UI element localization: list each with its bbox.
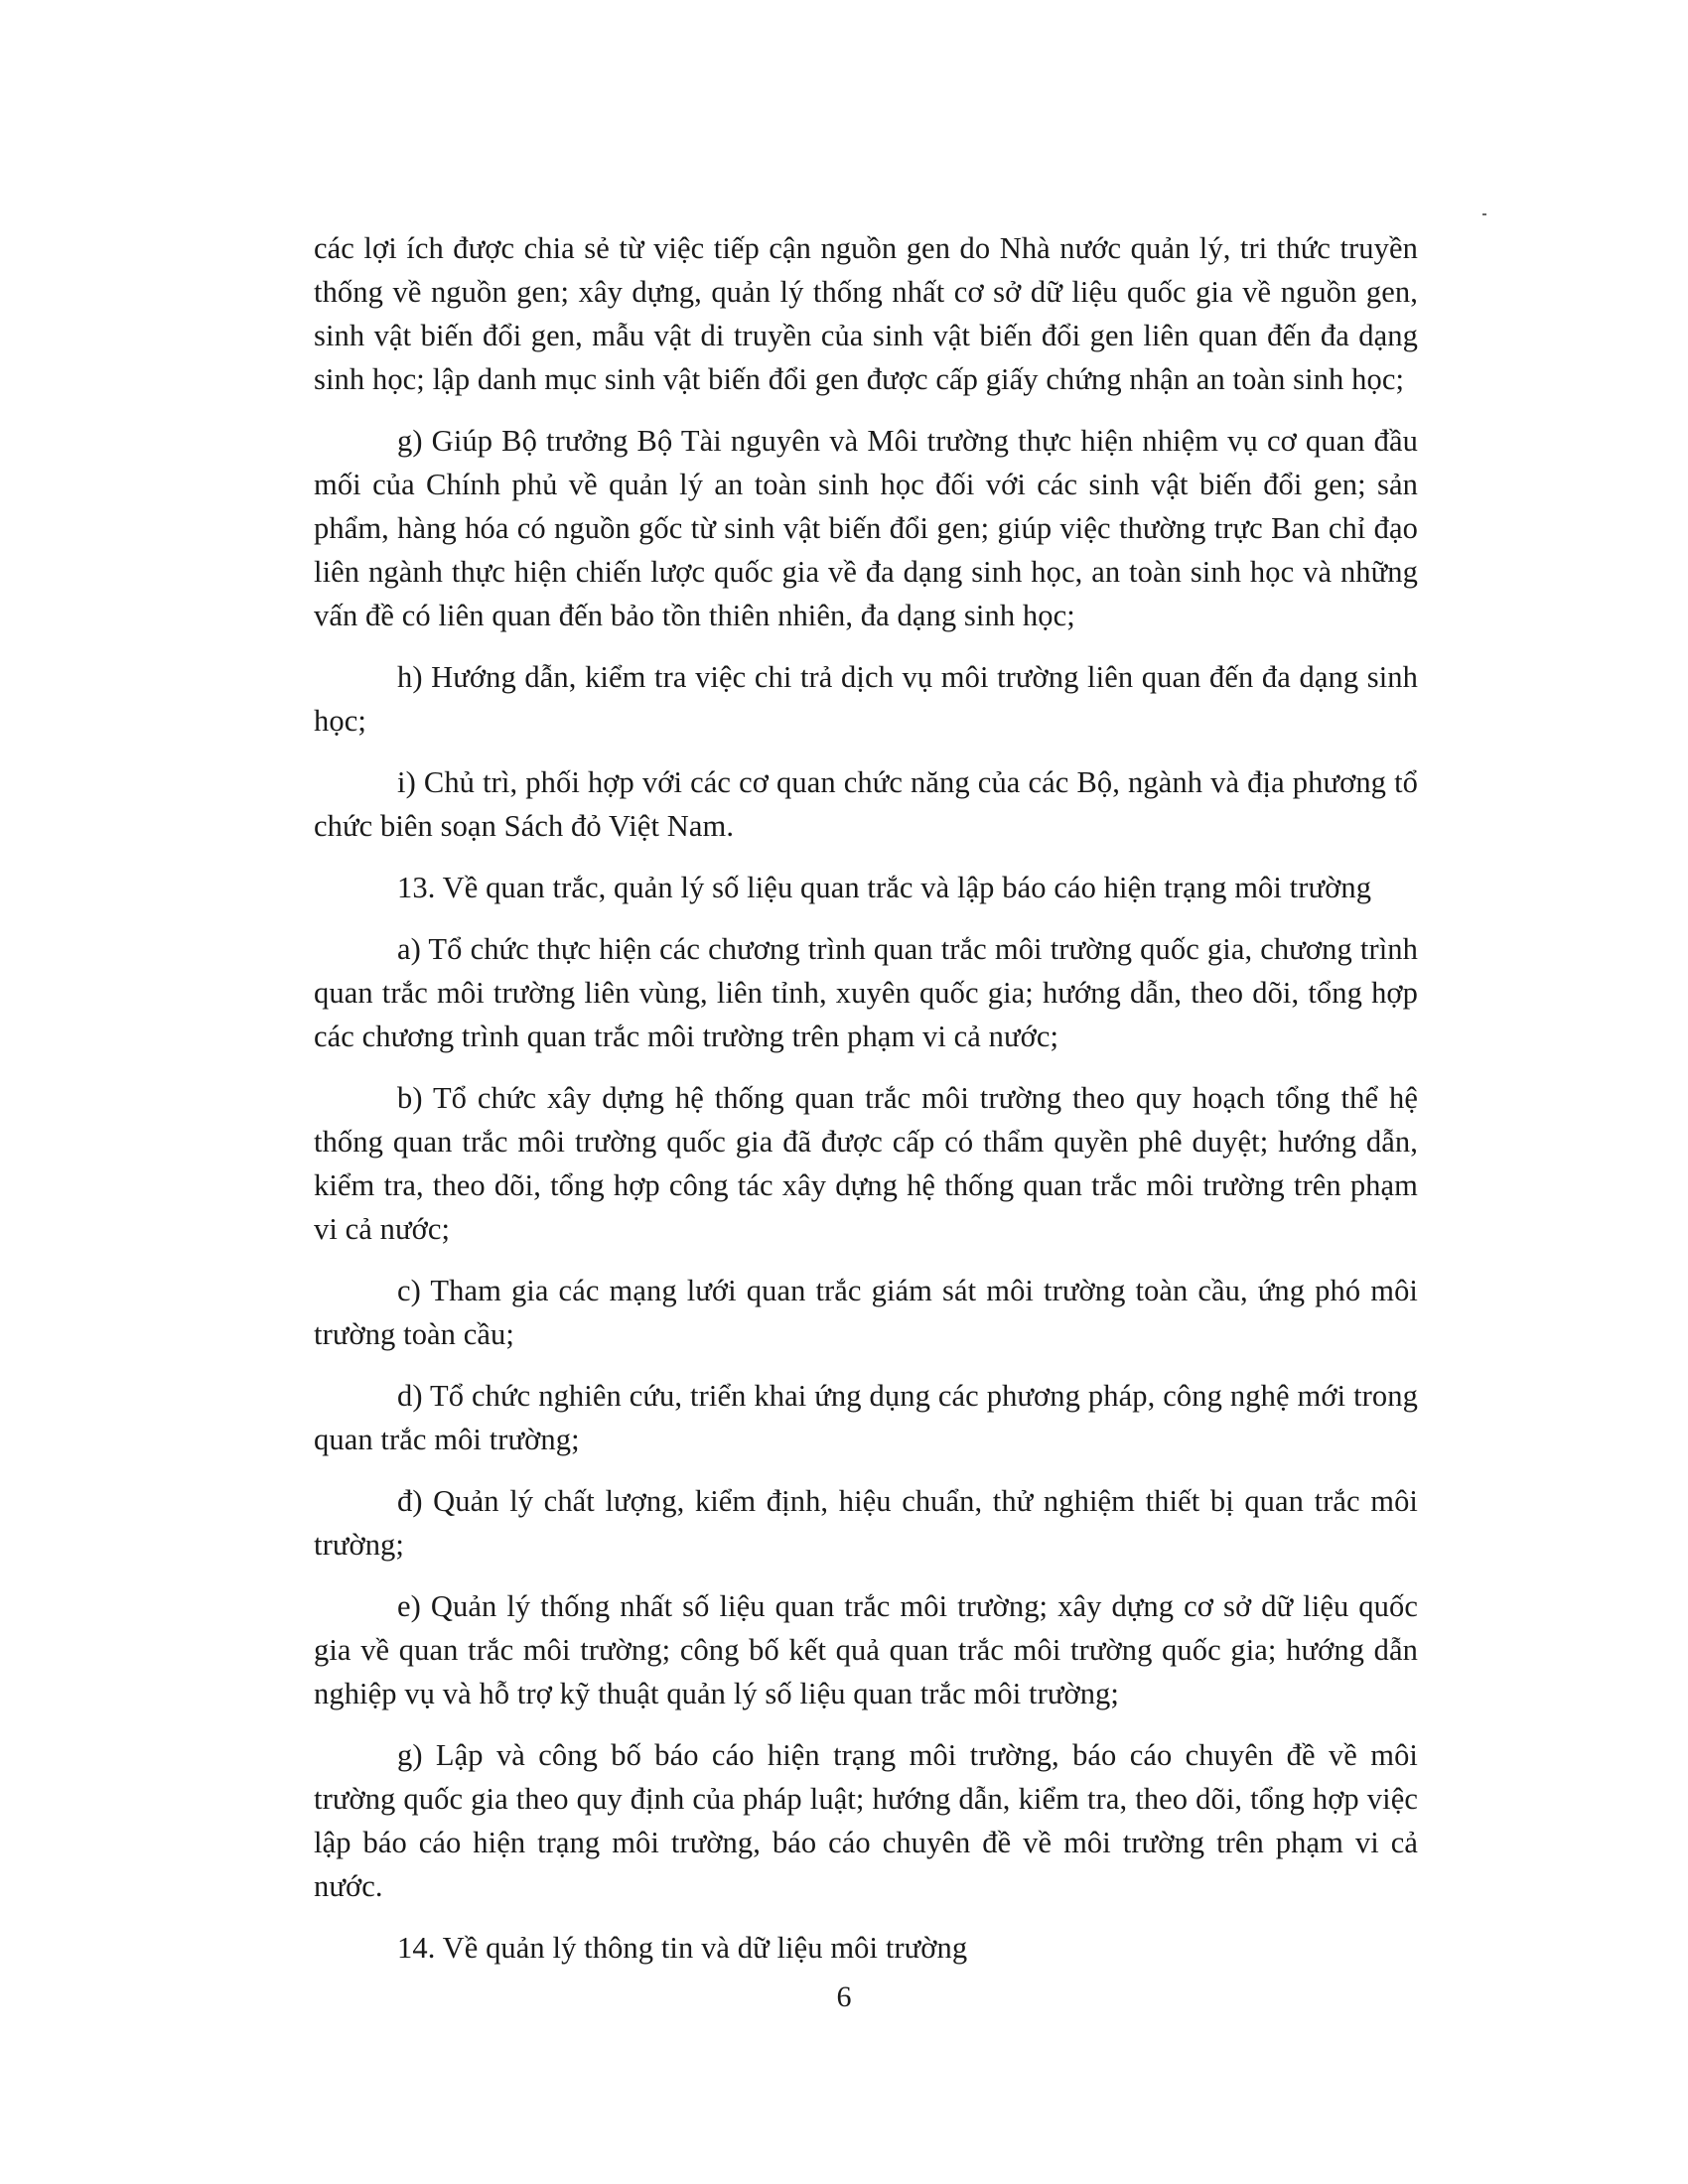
paragraph-item-g-biosafety: g) Giúp Bộ trưởng Bộ Tài nguyên và Môi trường thực hiện nhiệm vụ cơ quan đầu mối của Chính phủ về quản lý an toàn sinh học đối với các sinh vật biến đổi gen; sản phẩm, hàng hóa có nguồn gốc từ sinh vật biến đổi gen; giúp việc thường trực Ban chỉ đạo liên ngành thực hiện chiến lược quốc gia về đa dạng sinh học, an toàn sinh học và những vấn đề có liên quan đến bảo tồn thiên nhiên, đa dạng sinh học; — [314, 424, 1418, 632]
paragraph-item-e: e) Quản lý thống nhất số liệu quan trắc môi trường; xây dựng cơ sở dữ liệu quốc gia về quan trắc môi trường; công bố kết quả quan trắc môi trường quốc gia; hướng dẫn nghiệp vụ và hỗ trợ kỹ thuật quản lý số liệu quan trắc môi trường; — [314, 1589, 1418, 1710]
paragraph-item-d: d) Tổ chức nghiên cứu, triển khai ứng dụng các phương pháp, công nghệ mới trong quan trắc môi trường; — [314, 1379, 1418, 1456]
paragraph-item-i: i) Chủ trì, phối hợp với các cơ quan chức năng của các Bộ, ngành và địa phương tổ chức biên soạn Sách đỏ Việt Nam. — [314, 765, 1418, 843]
paragraph-item-c: c) Tham gia các mạng lưới quan trắc giám sát môi trường toàn cầu, ứng phó môi trường toàn cầu; — [314, 1274, 1418, 1351]
document-body — [314, 226, 1418, 1987]
paragraph-item-g-report: g) Lập và công bố báo cáo hiện trạng môi trường, báo cáo chuyên đề về môi trường quốc gia theo quy định của pháp luật; hướng dẫn, kiểm tra, theo dõi, tổng hợp việc lập báo cáo hiện trạng môi trường, báo cáo chuyên đề về môi trường trên phạm vi cả nước. — [314, 1738, 1418, 1903]
paragraph-item-h: h) Hướng dẫn, kiểm tra việc chi trả dịch vụ môi trường liên quan đến đa dạng sinh học; — [314, 660, 1418, 738]
paragraph-item-b: b) Tổ chức xây dựng hệ thống quan trắc môi trường theo quy hoạch tổng thể hệ thống quan trắc môi trường quốc gia đã được cấp có thẩm quyền phê duyệt; hướng dẫn, kiểm tra, theo dõi, tổng hợp công tác xây dựng hệ thống quan trắc môi trường trên phạm vi cả nước; — [314, 1081, 1418, 1246]
section-heading-14: 14. Về quản lý thông tin và dữ liệu môi trường — [397, 1931, 968, 1965]
paragraph-continuation: các lợi ích được chia sẻ từ việc tiếp cận nguồn gen do Nhà nước quản lý, tri thức truyền thống về nguồn gen; xây dựng, quản lý thống nhất cơ sở dữ liệu quốc gia về nguồn gen, sinh vật biến đổi gen, mẫu vật di truyền của sinh vật biến đổi gen liên quan đến đa dạng sinh học; lập danh mục sinh vật biến đổi gen được cấp giấy chứng nhận an toàn sinh học; — [314, 231, 1418, 396]
paragraph-item-a: a) Tổ chức thực hiện các chương trình quan trắc môi trường quốc gia, chương trình quan trắc môi trường liên vùng, liên tỉnh, xuyên quốc gia; hướng dẫn, theo dõi, tổng hợp các chương trình quan trắc môi trường trên phạm vi cả nước; — [314, 932, 1418, 1053]
scan-speck — [1482, 213, 1486, 215]
paragraph-item-dd: đ) Quản lý chất lượng, kiểm định, hiệu chuẩn, thử nghiệm thiết bị quan trắc môi trường; — [314, 1484, 1418, 1562]
page-number: 6 — [836, 1980, 852, 2013]
section-heading-13: 13. Về quan trắc, quản lý số liệu quan trắc và lập báo cáo hiện trạng môi trường — [397, 871, 1372, 904]
